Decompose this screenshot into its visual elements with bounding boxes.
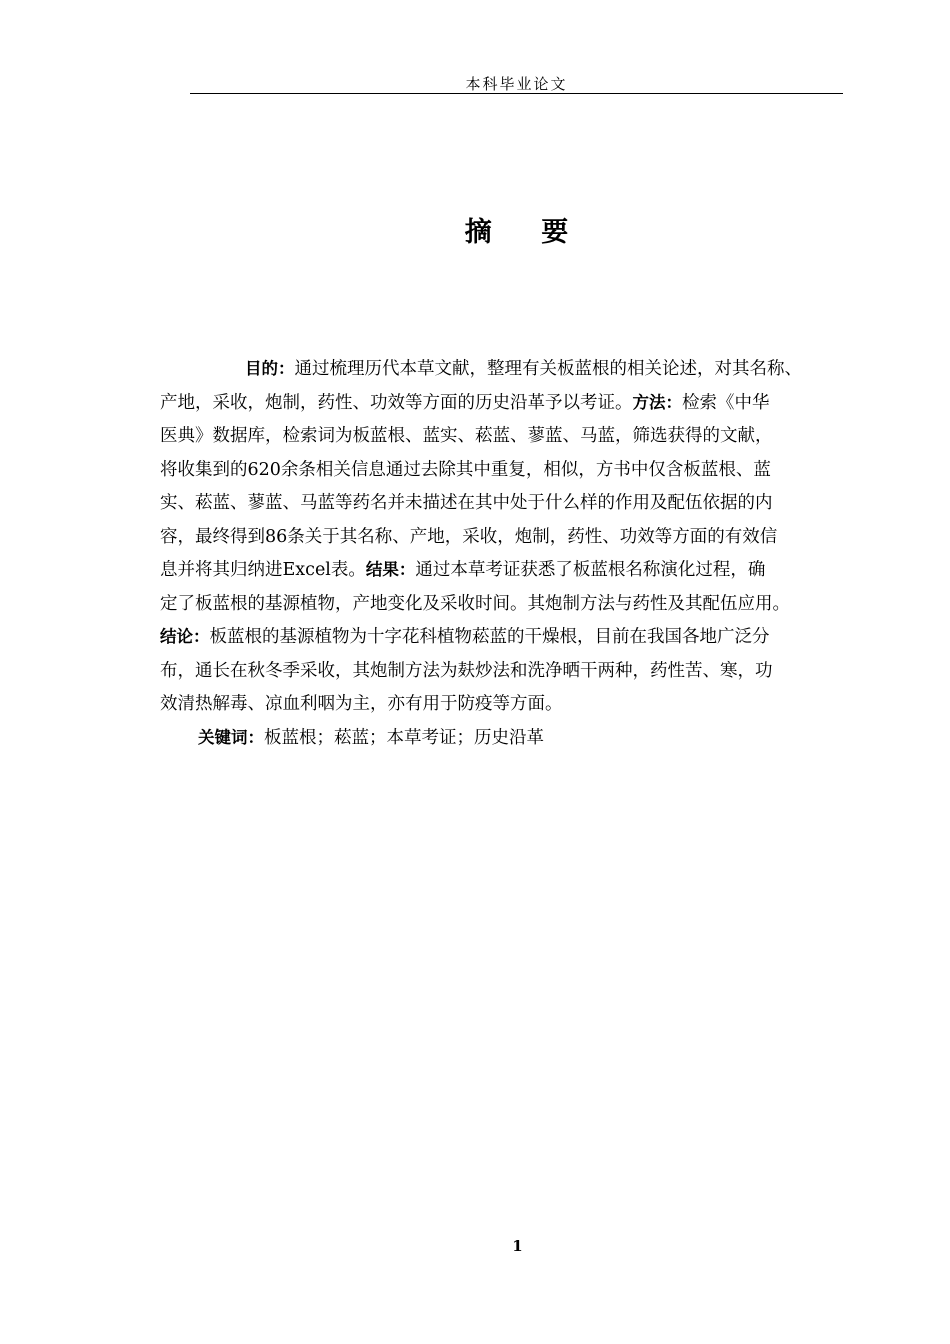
abstract-text: 布，通长在秋冬季采收，其炮制方法为麸炒法和洗净晒干两种，药性苦、寒，功 [160,660,773,681]
abstract-line [160,657,860,691]
abstract-line [160,690,860,724]
keywords-text: 板蓝根；菘蓝；本草考证；历史沿革 [264,727,544,748]
abstract-text: 医典》数据库，检索词为板蓝根、蓝实、菘蓝、蓼蓝、马蓝，筛选获得的文献， [160,426,773,446]
abstract-line [160,623,860,657]
abstract-text: 通过梳理历代本草文献，整理有关板蓝根的相关论述，对其名称、 [294,359,802,379]
abstract-line [160,590,860,624]
abstract-line [160,456,860,490]
abstract-line [160,422,860,456]
abstract-text: 板蓝根的基源植物为十字花科植物菘蓝的干燥根，目前在我国各地广泛分 [209,627,770,647]
abstract-text: 产地，采收，炮制，药性、功效等方面的历史沿革予以考证。 [160,392,633,413]
running-header: 本科毕业论文 [465,75,568,93]
abstract-text: 息并将其归纳进Excel表。 [160,560,366,580]
abstract-text: 通过本草考证获悉了板蓝根名称演化过程，确 [415,560,766,580]
abstract-text: 实、菘蓝、蓼蓝、马蓝等药名并未描述在其中处于什么样的作用及配伍依据的内 [160,493,773,513]
keywords-line [160,724,860,758]
header-rule [190,93,843,94]
abstract-text: 检索《中华 [682,392,770,413]
conclusion-label: 结论： [160,627,210,646]
abstract-line [160,355,860,389]
abstract-text: 将收集到的620余条相关信息通过去除其中重复，相似，方书中仅含板蓝根、蓝 [160,459,771,480]
abstract-line [160,489,860,523]
abstract-line [160,523,860,557]
abstract-body [160,355,860,757]
result-label: 结果： [365,560,416,579]
abstract-line [160,556,860,590]
abstract-title: 摘 要 [464,217,589,248]
keywords-label: 关键词： [198,727,264,747]
abstract-text: 定了板蓝根的基源植物，产地变化及采收时间。其炮制方法与药性及其配伍应用。 [160,593,790,614]
abstract-text: 效清热解毒、凉血利咽为主，亦有用于防疫等方面。 [160,694,563,714]
abstract-text: 容，最终得到86条关于其名称、产地，采收，炮制，药性、功效等方面的有效信 [160,526,778,547]
page-number: 1 [512,1237,523,1255]
method-label: 方法： [632,392,682,412]
purpose-label: 目的： [245,359,295,378]
abstract-line [160,389,860,423]
